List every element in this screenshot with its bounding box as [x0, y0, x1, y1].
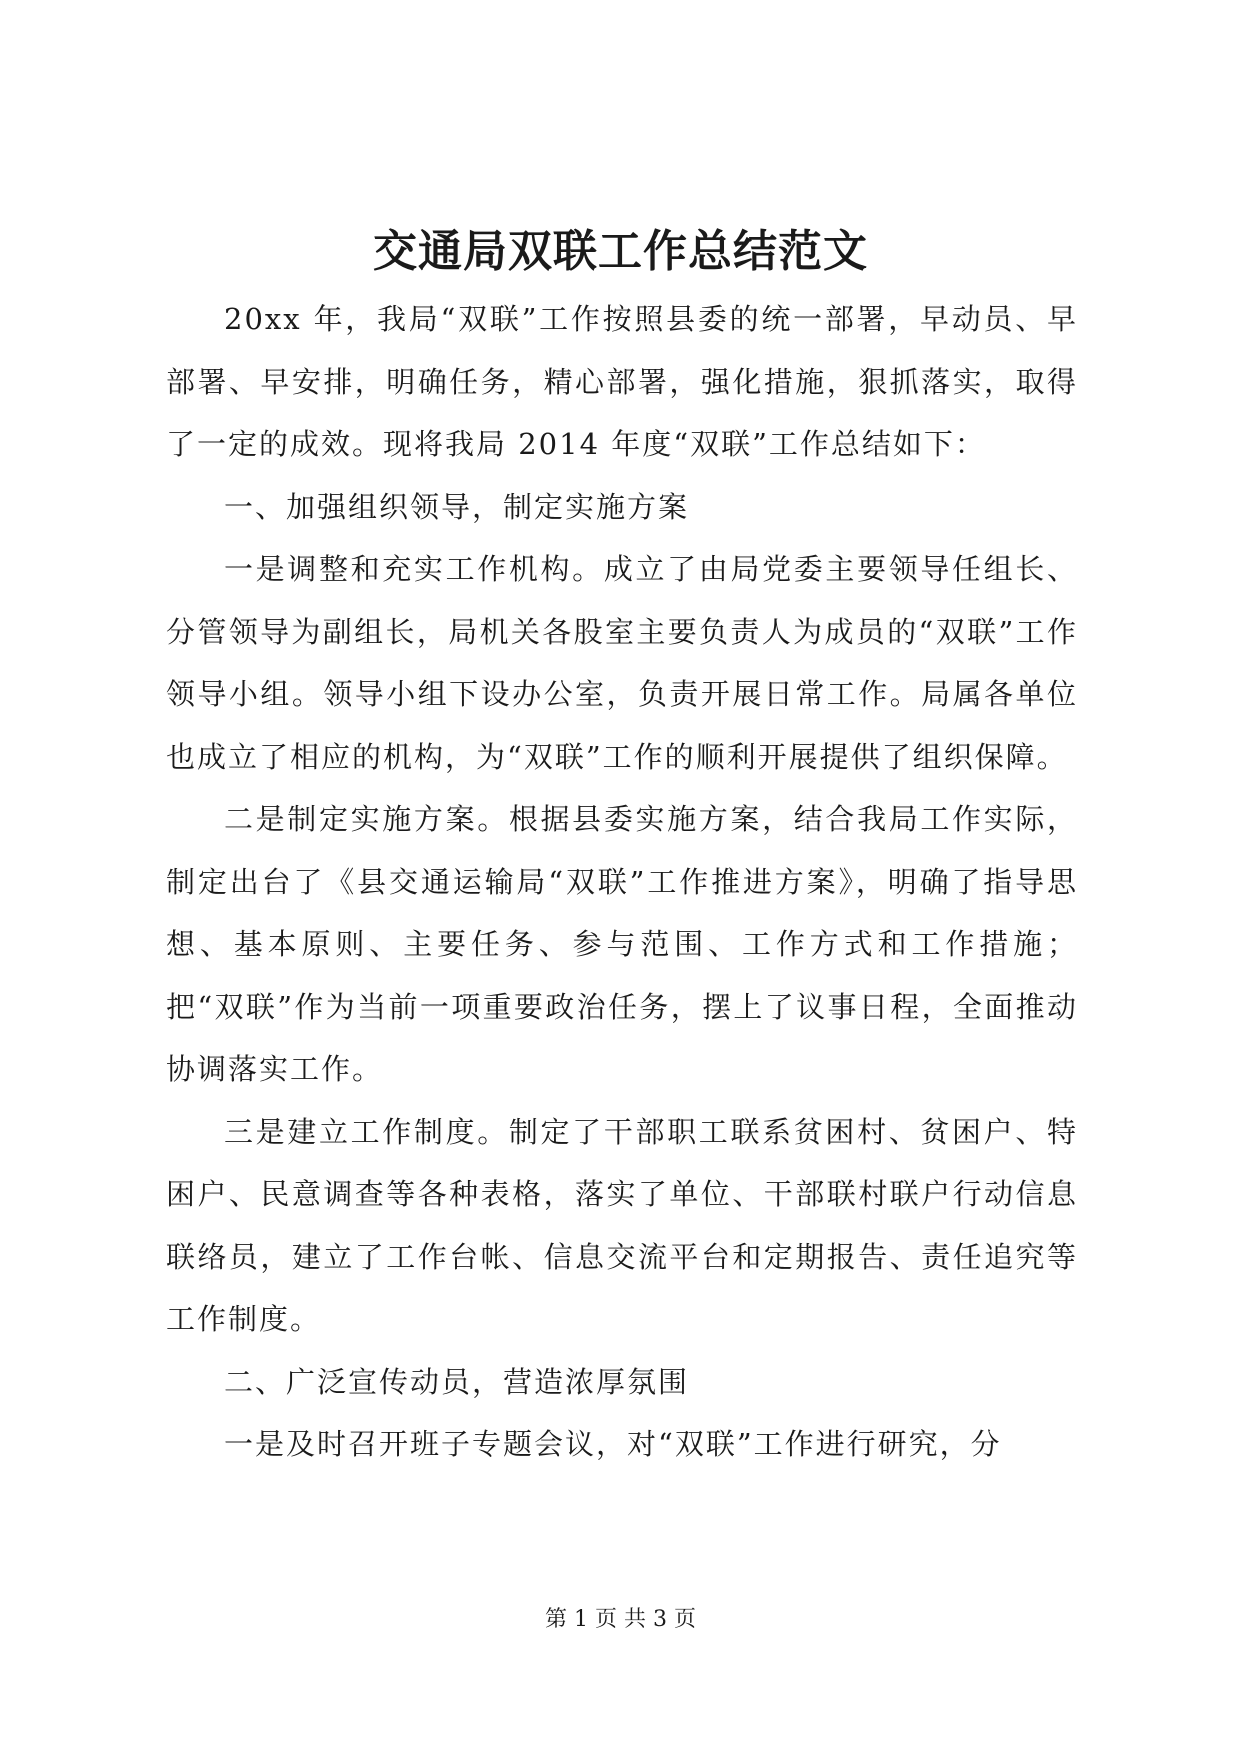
section-heading-2: 二、广泛宣传动员，营造浓厚氛围 [224, 1364, 690, 1399]
paragraph-1-1: 一是调整和充实工作机构。成立了由局党委主要领导任组长、分管领导为副组长，局机关各股室主要负责人为成员的“双联”工作领导小组。领导小组下设办公室，负责开展日常工作。局属各单位也成立了相应的机构，为“双联”工作的顺利开展提供了组织保障。 [166, 552, 1078, 774]
document-title: 交通局双联工作总结范文 [373, 226, 868, 277]
paragraph-intro: 20xx 年，我局“双联”工作按照县委的统一部署，早动员、早部署、早安排，明确任务，精心部署，强化措施，狠抓落实，取得了一定的成效。现将我局 2014 年度“双联”工作总结如下： [166, 302, 1078, 461]
page-footer: 第 1 页 共 3 页 [545, 1607, 696, 1632]
paragraph-2-1: 一是及时召开班子专题会议，对“双联”工作进行研究，分 [224, 1427, 1002, 1461]
paragraph-1-3: 三是建立工作制度。制定了干部职工联系贫困村、贫困户、特困户、民意调查等各种表格，落实了单位、干部联村联户行动信息联络员，建立了工作台帐、信息交流平台和定期报告、责任追究等工作制度。 [166, 1114, 1078, 1336]
paragraph-1-2: 二是制定实施方案。根据县委实施方案，结合我局工作实际，制定出台了《县交通运输局“双联”工作推进方案》，明确了指导思想、基本原则、主要任务、参与范围、工作方式和工作措施；把“双联”作为当前一项重要政治任务，摆上了议事日程，全面推动协调落实工作。 [166, 802, 1078, 1086]
document-body [166, 288, 1078, 1476]
section-heading-1: 一、加强组织领导，制定实施方案 [224, 489, 690, 524]
